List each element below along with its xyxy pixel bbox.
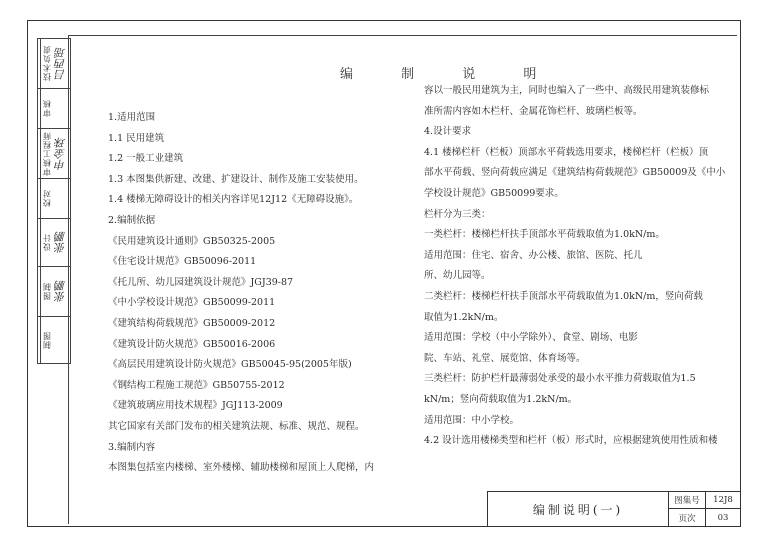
approval-label: 图制 (40, 267, 53, 316)
text-line: 《民用建筑设计通则》GB50325-2005 (108, 235, 276, 247)
atlas-number-label: 图集号 (669, 492, 706, 509)
text-line: 《建筑结构荷载规范》GB50009-2012 (108, 317, 276, 329)
approval-label: 技术负责 (40, 39, 53, 88)
text-line: 一类栏杆：楼梯栏杆扶手顶部水平荷载取值为1.0kN/m。 (424, 229, 665, 241)
page-number-label: 页次 (669, 509, 706, 526)
text-line: 适用范围：学校（中小学除外）、食堂、剧场、电影 (424, 332, 638, 344)
approval-strip (37, 38, 71, 364)
text-line: 1.4 楼梯无障碍设计的相关内容详见12J12《无障碍设施》。 (108, 194, 359, 206)
text-line: 其它国家有关部门发布的相关建筑法规、标准、规范、规程。 (108, 420, 365, 432)
text-line: 《托儿所、幼儿园建筑设计规范》JGJ39-87 (108, 276, 294, 288)
text-line: 容以一般民用建筑为主，同时也编入了一些中、高级民用建筑装修标 (424, 85, 710, 96)
approval-cell (38, 179, 70, 219)
text-line: 学校设计规范》GB50099要求。 (424, 187, 564, 199)
approval-signature (53, 179, 69, 218)
text-line: 院、车站、礼堂、展览馆、体育场等。 (424, 352, 586, 364)
page-number: 03 (717, 512, 729, 523)
approval-signature: 张鹏 (54, 280, 67, 303)
approval-label: 审核工程师 (40, 129, 53, 178)
approval-signature: 张鹏 (54, 231, 67, 254)
right-text-column (424, 81, 725, 452)
approval-label: 审核 (40, 89, 53, 128)
approval-signature: 申金珠 (54, 137, 67, 170)
text-line: 1.3 本图集供新建、改建、扩建设计、制作及施工安装使用。 (108, 173, 364, 185)
text-line: 4.2 设计选用楼梯类型和栏杆（板）形式时，应根据建筑使用性质和楼 (424, 435, 718, 447)
approval-cell (38, 39, 70, 89)
text-line: 本图集包括室内楼梯、室外楼梯、辅助楼梯和屋顶上人爬梯，内 (108, 462, 375, 474)
text-line: 部水平荷载、竖向荷载应满足《建筑结构荷载规范》GB50009及《中小 (424, 167, 726, 179)
text-line: 《中小学校设计规范》GB50099-2011 (108, 297, 276, 309)
text-line: kN/m；竖向荷载取值为1.2kN/m。 (424, 393, 578, 405)
text-line: 3.编制内容 (108, 441, 156, 453)
approval-cell (38, 317, 70, 363)
text-line: 适用范围：住宅、宿舍、办公楼、旅馆、医院、托儿 (424, 249, 643, 261)
text-line: 4.1 楼梯栏杆（栏板）顶部水平荷载选用要求，楼梯栏杆（栏板）顶 (424, 146, 709, 158)
text-line: 所、幼儿园等。 (424, 270, 491, 282)
text-line: 三类栏杆：防护栏杆最薄弱处承受的最小水平推力荷载取值为1.5 (424, 373, 696, 385)
approval-label: 校对 (40, 179, 53, 218)
text-line: 准所需内容如木栏杆、金属花饰栏杆、玻璃栏板等。 (424, 105, 643, 117)
document-title: 编 制 说 明 (340, 67, 559, 82)
text-line: 4.设计要求 (424, 126, 472, 138)
approval-signature (53, 317, 69, 363)
approval-signature: 吕西瑶 (54, 47, 67, 80)
text-line: 适用范围：中小学校。 (424, 414, 520, 426)
text-line: 2.编制依据 (108, 214, 156, 226)
text-line: 取值为1.2kN/m。 (424, 311, 504, 323)
text-line: 1.2 一般工业建筑 (108, 153, 184, 165)
left-text-column (108, 108, 374, 479)
approval-cell (38, 129, 70, 179)
approval-signature (53, 89, 69, 128)
text-line: 《住宅设计规范》GB50096-2011 (108, 256, 257, 268)
approval-cell (38, 267, 70, 317)
approval-cell (38, 219, 70, 267)
text-line: 二类栏杆：楼梯栏杆扶手顶部水平荷载取值为1.0kN/m，竖向荷载 (424, 290, 703, 302)
text-line: 《建筑设计防火规范》GB50016-2006 (108, 338, 276, 350)
text-line: 《高层民用建筑设计防火规范》GB50045-95(2005年版) (108, 359, 352, 371)
approval-cell (38, 89, 70, 129)
text-line: 1.1 民用建筑 (108, 132, 165, 144)
text-line: 《钢结构工程施工规范》GB50755-2012 (108, 379, 285, 391)
atlas-number: 12J8 (706, 492, 740, 509)
title-block-name: 编制说明(一) (488, 492, 669, 526)
text-line: 《建筑玻璃应用技术规程》JGJ113-2009 (108, 400, 283, 412)
title-block (487, 491, 740, 526)
text-line: 1.适用范围 (108, 112, 156, 123)
approval-label: 制图 (40, 317, 53, 363)
approval-label: 设计 (40, 219, 53, 266)
text-line: 栏杆分为三类： (424, 208, 491, 220)
